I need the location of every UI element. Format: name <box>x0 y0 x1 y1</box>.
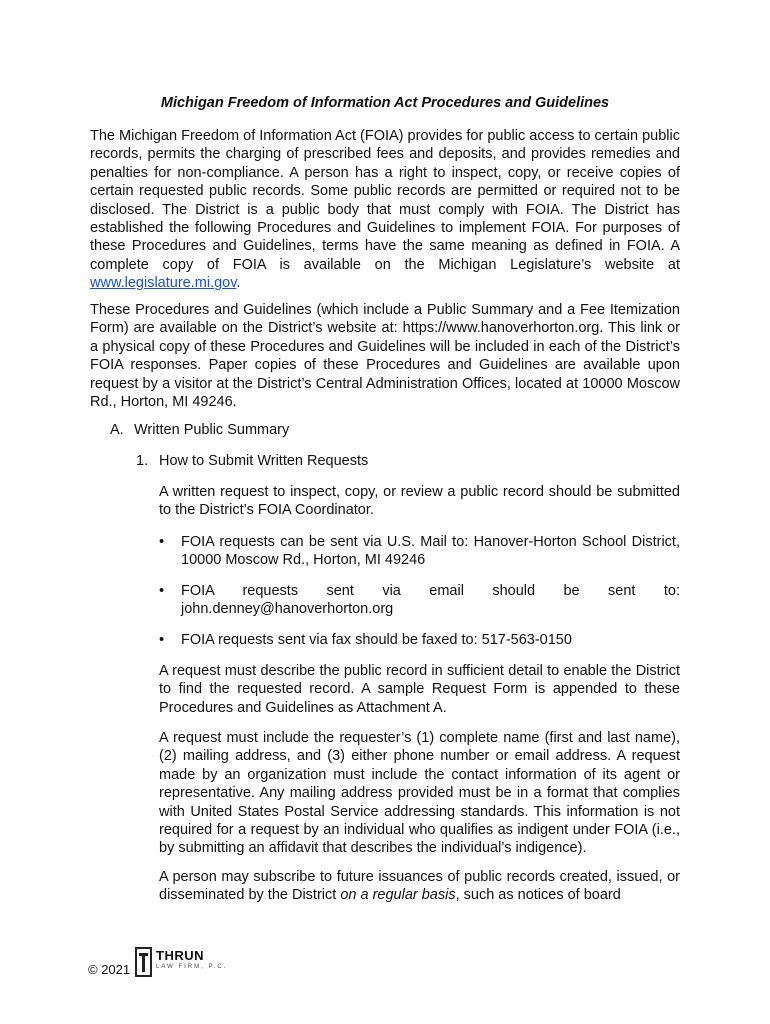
section-a-heading <box>110 421 289 439</box>
legislature-link[interactable]: www.legislature.mi.gov <box>90 275 237 292</box>
logo-subtitle: LAW FIRM, P.C. <box>156 964 228 970</box>
subscribe-end: , such as notices of board <box>455 887 621 904</box>
bullet-fax <box>159 631 680 649</box>
subscribe-paragraph <box>159 868 680 905</box>
bullet-email <box>159 582 680 619</box>
intro-end: . <box>236 275 241 292</box>
bullet-glyph: • <box>159 534 165 550</box>
thrun-logo-icon <box>135 947 152 977</box>
bullet-email-text: FOIA requests sent via email should be sent to: <box>181 583 680 599</box>
subsection-1-label: How to Submit Written Requests <box>159 453 369 469</box>
bullet-glyph: • <box>159 583 165 599</box>
page-footer <box>88 942 288 982</box>
bullet-email-block <box>181 582 680 619</box>
document-title: Michigan Freedom of Information Act Procedures and Guidelines <box>160 95 610 111</box>
section-a-marker: A. <box>110 422 124 438</box>
availability-paragraph: These Procedures and Guidelines (which include a Public Summary and a Fee Itemization Form) are available on the District’s website at: https://www.hanoverhorton.org. This link or a physical copy of these Procedures and Guidelines will be included in each of the District’s FOIA responses. Paper copies of these Procedures and Guidelines are available upon request by a visitor at the District’s Central Administration Offices, located at 10000 Moscow Rd., Horton, MI 49246. <box>90 302 680 411</box>
bullet-email-address: john.denney@hanoverhorton.org <box>181 601 394 618</box>
subscribe-start: A person may subscribe to future issuances of public records created, issued, or disseminated by the District <box>159 869 680 904</box>
subsection-1-heading <box>136 452 368 470</box>
copyright-text: © 2021 <box>88 962 131 977</box>
subscribe-italic: on a regular basis <box>340 887 456 904</box>
logo-name: THRUN <box>156 948 204 963</box>
bullet-mail-text: FOIA requests can be sent via U.S. Mail to: Hanover-Horton School District, 10000 Moscow Rd., Horton, MI 49246 <box>181 534 680 569</box>
bullet-mail <box>159 533 680 570</box>
bullet-glyph: • <box>159 632 165 648</box>
section-a-label: Written Public Summary <box>134 422 290 438</box>
request-intro-paragraph: A written request to inspect, copy, or review a public record should be submitted to the District’s FOIA Coordinator. <box>159 484 680 519</box>
subsection-1-marker: 1. <box>136 453 149 469</box>
intro-paragraph <box>90 127 680 293</box>
intro-text: The Michigan Freedom of Information Act (FOIA) provides for public access to certain public records, permits the charging of prescribed fees and deposits, and provides remedies and penalties for non-compliance. A person has a right to inspect, copy, or receive copies of certain requested public records. Some public records are permitted or required not to be disclosed. The District is a public body that must comply with FOIA. The District has established the following Procedures and Guidelines to implement FOIA. For purposes of these Procedures and Guidelines, terms have the same meaning as defined in FOIA. A complete copy of FOIA is available on the Michigan Legislature’s website at <box>90 128 680 273</box>
bullet-fax-text: FOIA requests sent via fax should be faxed to: 517-563-0150 <box>181 632 572 648</box>
contact-paragraph: A request must include the requester’s (1) complete name (first and last name), (2) mailing address, and (3) either phone number or email address. A request made by an organization must include the contact information of its agent or representative. Any mailing address provided must be in a format that complies with United States Postal Service addressing standards. This information is not required for a request by an individual who qualifies as indigent under FOIA (i.e., by submitting an affidavit that describes the individual’s indigence). <box>159 730 680 857</box>
detail-paragraph: A request must describe the public record in sufficient detail to enable the District to find the requested record. A sample Request Form is appended to these Procedures and Guidelines as Attachment A. <box>159 663 680 716</box>
